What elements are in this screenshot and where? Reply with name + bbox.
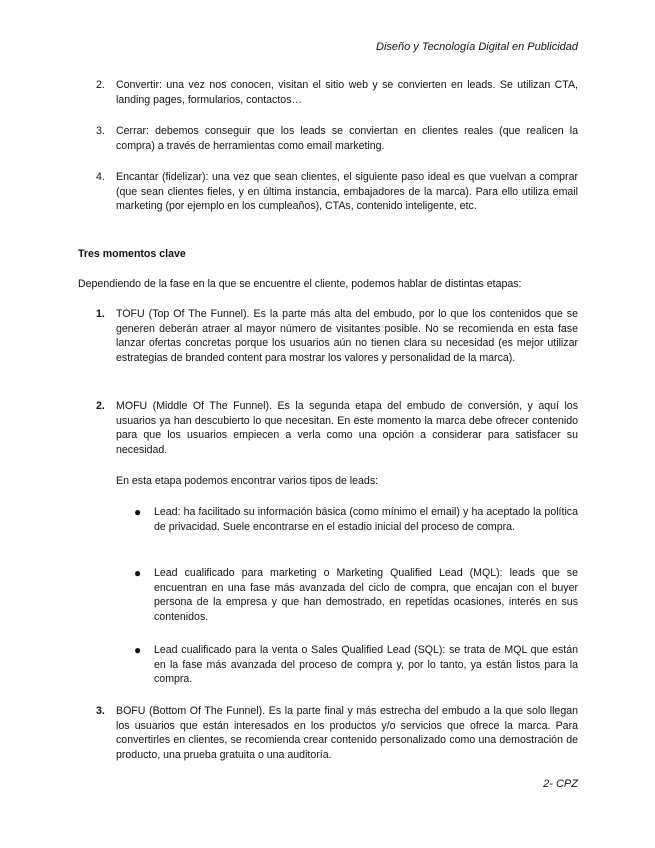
list-item-number: 4. <box>96 171 105 183</box>
lead-type-text: Lead: ha facilitado su información básica (como mínimo el email) y ha aceptado la política de privacidad. Suele encontrarse en el estadio inicial del proceso de compra. <box>154 506 578 533</box>
funnel-stage-text: BOFU (Bottom Of The Funnel). Es la parte final y más estrecha del embudo a la que solo llegan los usuarios que están interesados en los productos y/o servicios que ofrece la marca. Para convertirles en clientes, se recomienda crear contenido personalizado como una demostración de producto, una prueba gratuita o una auditoría. <box>116 705 578 761</box>
lead-type-text: Lead cualificado para marketing o Marketing Qualified Lead (MQL): leads que se encuentran en una fase más avanzada del ciclo de compra, que encajan con el buyer persona de la empresa y que han demostrado, en repetidas ocasiones, interés en sus contenidos. <box>154 567 578 623</box>
list-item <box>96 170 578 214</box>
funnel-stage-item <box>96 704 578 762</box>
running-header: Diseño y Tecnología Digital en Publicidad <box>376 41 578 53</box>
section-heading: Tres momentos clave <box>78 248 186 260</box>
lead-type-item <box>134 643 578 687</box>
intro-paragraph: Dependiendo de la fase en la que se encuentre el cliente, podemos hablar de distintas etapas: <box>78 278 522 290</box>
funnel-stage-text: TOFU (Top Of The Funnel). Es la parte más alta del embudo, por lo que los contenidos que se generen deberán atraer al mayor número de visitantes posible. No se recomienda en esta fase lanzar ofertas concretas porque los usuarios aún no tienen clara su necesidad (es mejor utilizar estrategias de branded content para mostrar los valores y personalidad de la marca). <box>116 308 578 364</box>
list-item <box>96 124 578 153</box>
list-item-number: 3. <box>96 125 105 137</box>
list-item-text: Convertir: una vez nos conocen, visitan el sitio web y se convierten en leads. Se utilizan CTA, landing pages, formularios, contactos… <box>116 79 578 106</box>
lead-type-item <box>134 505 578 534</box>
list-item <box>96 78 578 107</box>
bullet-icon: ● <box>134 505 142 519</box>
list-item-number: 2. <box>96 79 105 91</box>
leads-intro: En esta etapa podemos encontrar varios tipos de leads: <box>116 475 379 487</box>
page-footer: 2- CPZ <box>543 778 578 790</box>
lead-type-item <box>134 566 578 624</box>
funnel-stage-item <box>96 307 578 365</box>
funnel-stage-number: 1. <box>96 308 105 320</box>
funnel-stage-item <box>96 399 578 457</box>
bullet-icon: ● <box>134 643 142 657</box>
bullet-icon: ● <box>134 566 142 580</box>
lead-type-text: Lead cualificado para la venta o Sales Qualified Lead (SQL): se trata de MQL que están en la fase más avanzada del proceso de compra y, por lo tanto, ya están listos para la compra. <box>154 644 578 686</box>
funnel-stage-number: 3. <box>96 705 105 717</box>
funnel-stage-number: 2. <box>96 400 105 412</box>
list-item-text: Cerrar: debemos conseguir que los leads se conviertan en clientes reales (que realicen la compra) a través de herramientas como email marketing. <box>116 125 578 152</box>
list-item-text: Encantar (fidelizar): una vez que sean clientes, el siguiente paso ideal es que vuelvan a comprar (que sean clientes fieles, y en última instancia, embajadores de la marca). Para ello utiliza email marketing (por ejemplo en los cumpleaños), CTAs, contenido inteligente, etc. <box>116 171 578 213</box>
funnel-stage-text: MOFU (Middle Of The Funnel). Es la segunda etapa del embudo de conversión, y aquí los usuarios ya han descubierto lo que necesitan. En este momento la marca debe ofrecer contenido para que los usuarios empiecen a verla como una opción a considerar para satisfacer su necesidad. <box>116 400 578 456</box>
